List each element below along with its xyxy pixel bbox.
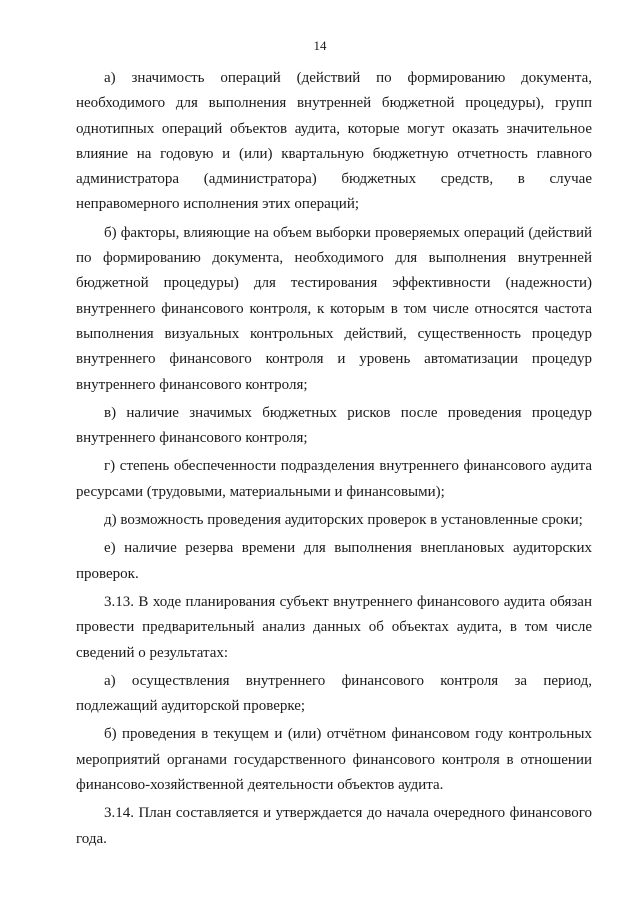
paragraph-3-13-b-control-measures: б) проведения в текущем и (или) отчётном финансовом году контрольных мероприятий органами государственного финансового контроля в отношении финансово-хозяйственной деятельности объектов аудита. <box>76 726 592 794</box>
paragraph-v-budget-risks: в) наличие значимых бюджетных рисков после проведения процедур внутреннего финансового контроля; <box>76 404 592 447</box>
document-body <box>76 66 592 855</box>
paragraph-3-13-a-internal-control: а) осуществления внутреннего финансового контроля за период, подлежащий аудиторской проверке; <box>76 672 592 715</box>
paragraph-d-deadlines: д) возможность проведения аудиторских проверок в установленные сроки; <box>104 512 583 529</box>
paragraph-b-sample-factors: б) факторы, влияющие на объем выборки проверяемых операций (действий по формированию документа, необходимого для выполнения внутренней бюджетной процедуры) для тестирования эффективности (надежности) внутреннего финансового контроля, к которым в том числе относятся частота выполнения визуальных контрольных действий, существенность процедур внутреннего финансового контроля и уровень автоматизации процедур внутреннего финансового контроля; <box>76 224 592 393</box>
paragraph-a-significance: а) значимость операций (действий по формированию документа, необходимого для выполнения внутренней бюджетной процедуры), групп однотипных операций объектов аудита, которые могут оказать значительное влияние на годовую и (или) квартальную бюджетную отчетность главного администратора (администратора) бюджетных средств, в случае неправомерного исполнения этих операций; <box>76 70 592 213</box>
paragraph-e-time-reserve: е) наличие резерва времени для выполнения внеплановых аудиторских проверок. <box>76 540 592 582</box>
paragraph-g-resources: г) степень обеспеченности подразделения внутреннего финансового аудита ресурсами (трудовыми, материальными и финансовыми); <box>76 458 592 500</box>
page-number: 14 <box>313 38 327 53</box>
paragraph-3-13-planning: 3.13. В ходе планирования субъект внутреннего финансового аудита обязан провести предварительный анализ данных об объектах аудита, в том числе сведений о результатах: <box>76 593 592 661</box>
paragraph-3-14-plan: 3.14. План составляется и утверждается до начала очередного финансового года. <box>76 805 592 847</box>
